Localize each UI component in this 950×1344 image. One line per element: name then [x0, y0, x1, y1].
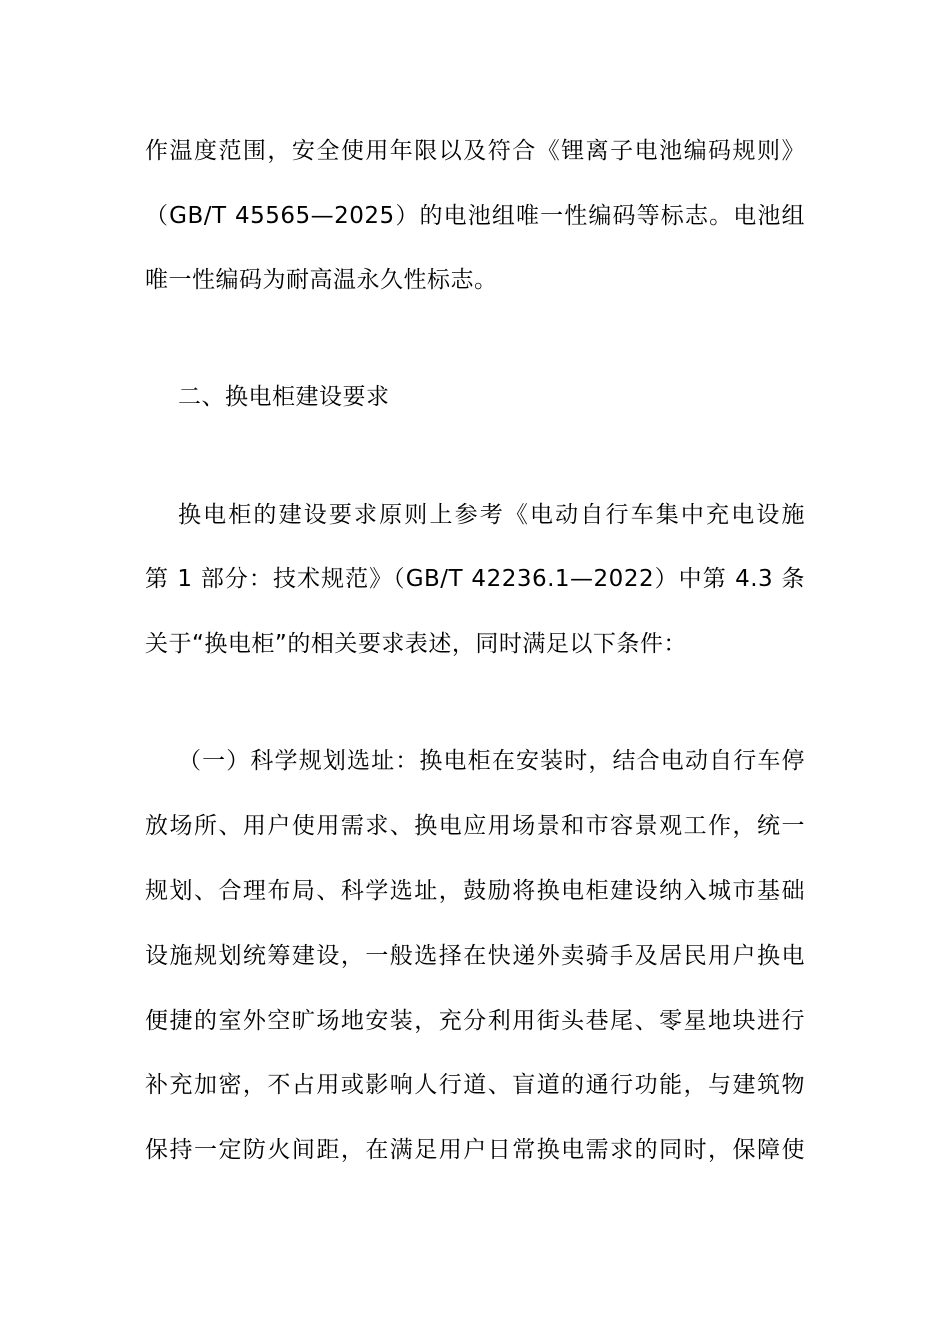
text-line: 放场所、用户使用需求、换电应用场景和市容景观工作，统一	[145, 813, 805, 839]
text-line: （一）科学规划选址：换电柜在安装时，结合电动自行车停	[178, 748, 805, 774]
text-line: （GB/T 45565—2025）的电池组唯一性编码等标志。电池组	[145, 203, 805, 229]
text-line: 关于“换电柜”的相关要求表述，同时满足以下条件：	[145, 631, 687, 657]
heading-text: 二、换电柜建设要求	[178, 384, 390, 410]
text-line: 规划、合理布局、科学选址，鼓励将换电柜建设纳入城市基础	[145, 878, 805, 904]
text-line: 保持一定防火间距，在满足用户日常换电需求的同时，保障使	[145, 1137, 805, 1163]
text-line: 便捷的室外空旷场地安装，充分利用街头巷尾、零星地块进行	[145, 1008, 805, 1034]
text-line: 唯一性编码为耐高温永久性标志。	[145, 267, 498, 293]
text-line: 补充加密，不占用或影响人行道、盲道的通行功能，与建筑物	[145, 1072, 805, 1098]
text-line: 作温度范围，安全使用年限以及符合《锂离子电池编码规则》	[145, 138, 805, 164]
text-line: 第 1 部分：技术规范》（GB/T 42236.1—2022）中第 4.3 条	[145, 566, 805, 592]
text-line: 设施规划统筹建设，一般选择在快递外卖骑手及居民用户换电	[145, 943, 805, 969]
text-line: 换电柜的建设要求原则上参考《电动自行车集中充电设施	[178, 502, 805, 528]
